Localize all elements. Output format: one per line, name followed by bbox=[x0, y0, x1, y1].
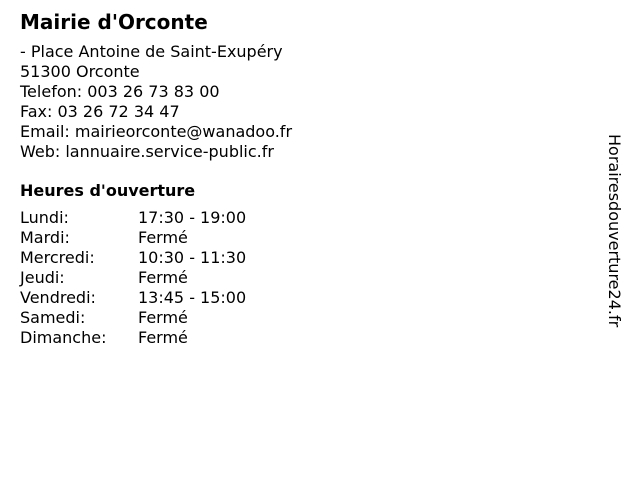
day-label: Jeudi: bbox=[20, 268, 65, 287]
site-watermark bbox=[605, 134, 636, 374]
address-block bbox=[20, 42, 600, 162]
fax-number: Fax: 03 26 72 34 47 bbox=[20, 102, 180, 121]
hours-row-friday bbox=[20, 288, 600, 308]
day-label: Mardi: bbox=[20, 228, 70, 247]
website-link[interactable]: Web: lannuaire.service-public.fr bbox=[20, 142, 274, 161]
day-label: Samedi: bbox=[20, 308, 86, 327]
email-address[interactable]: Email: mairieorconte@wanadoo.fr bbox=[20, 122, 293, 141]
listing-card bbox=[20, 10, 600, 348]
time-value: 10:30 - 11:30 bbox=[138, 248, 247, 267]
time-value: Fermé bbox=[138, 268, 188, 287]
hours-row-sunday bbox=[20, 328, 600, 348]
street-address: - Place Antoine de Saint-Exupéry bbox=[20, 42, 283, 61]
page-title: Mairie d'Orconte bbox=[20, 10, 208, 34]
time-value: Fermé bbox=[138, 328, 188, 347]
postal-city: 51300 Orconte bbox=[20, 62, 140, 81]
time-value: Fermé bbox=[138, 308, 188, 327]
hours-row-thursday bbox=[20, 268, 600, 288]
opening-hours-heading: Heures d'ouverture bbox=[20, 181, 196, 200]
day-label: Dimanche: bbox=[20, 328, 107, 347]
time-value: 17:30 - 19:00 bbox=[138, 208, 247, 227]
hours-row-monday bbox=[20, 208, 600, 228]
phone-number[interactable]: Telefon: 003 26 73 83 00 bbox=[20, 82, 220, 101]
day-label: Lundi: bbox=[20, 208, 69, 227]
hours-row-tuesday bbox=[20, 228, 600, 248]
day-label: Mercredi: bbox=[20, 248, 95, 267]
time-value: 13:45 - 15:00 bbox=[138, 288, 247, 307]
day-label: Vendredi: bbox=[20, 288, 96, 307]
time-value: Fermé bbox=[138, 228, 188, 247]
hours-row-wednesday bbox=[20, 248, 600, 268]
opening-hours-table bbox=[20, 208, 600, 348]
site-watermark-text: Horairesdouverture24.fr bbox=[605, 134, 624, 328]
hours-row-saturday bbox=[20, 308, 600, 328]
